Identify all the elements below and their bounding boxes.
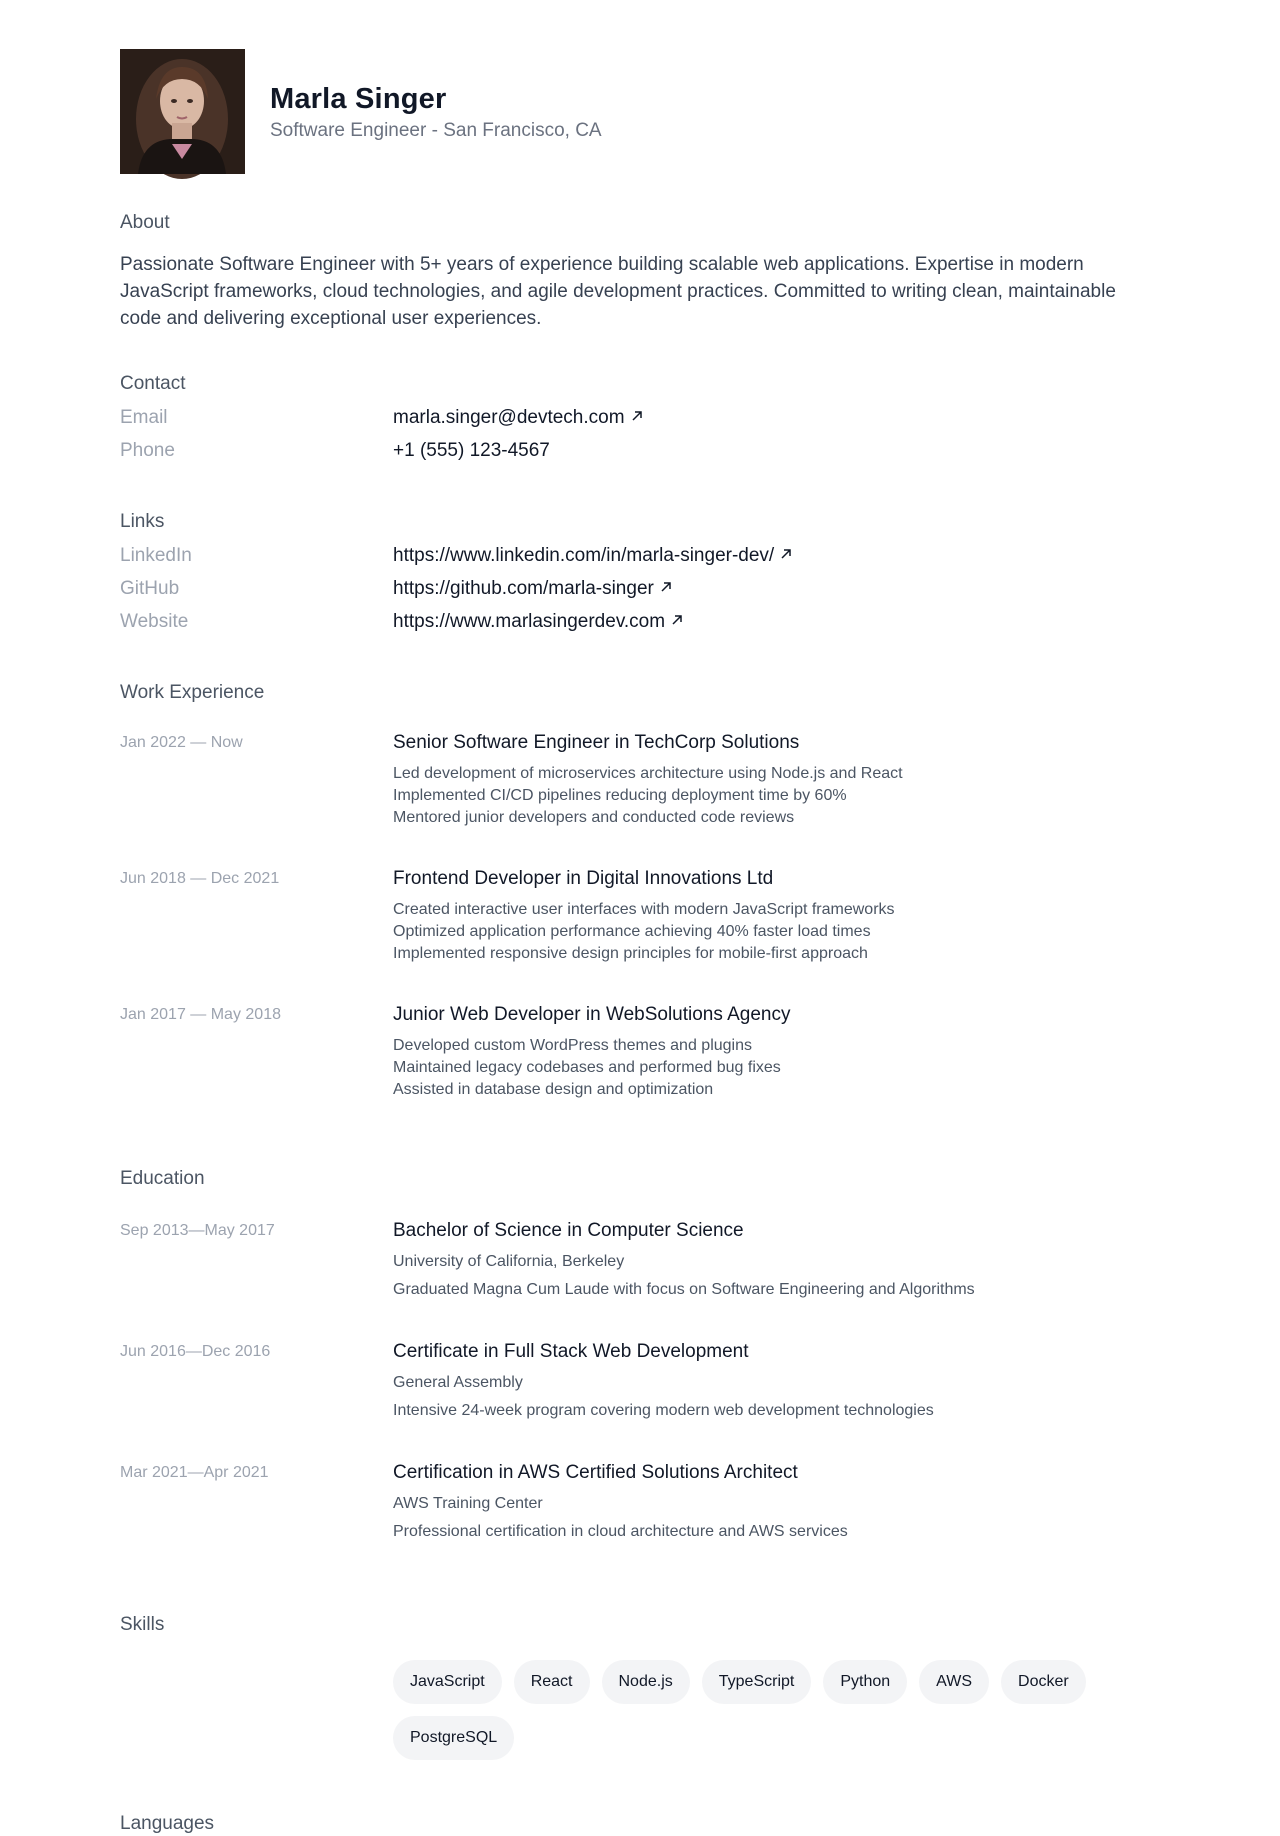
skills-list <box>393 1660 1153 1760</box>
work-experience-heading: Work Experience <box>120 682 265 703</box>
link-label: Website <box>120 610 189 632</box>
entry-date: Jan 2022 — Now <box>120 734 243 751</box>
contact-row-phone <box>120 434 1160 467</box>
entry-school: University of California, Berkeley <box>393 1253 625 1270</box>
entry-line: Implemented responsive design principles for mobile-first approach <box>393 945 868 962</box>
work-experience-section <box>120 681 1160 1139</box>
education-entry <box>120 1219 1160 1340</box>
profile-header <box>120 49 1160 174</box>
skills-heading: Skills <box>120 1614 165 1635</box>
entry-school: General Assembly <box>393 1374 523 1391</box>
email-value[interactable]: marla.singer@devtech.com <box>393 406 625 428</box>
entry-title: Junior Web Developer in WebSolutions Agency <box>393 1004 791 1025</box>
entry-description: Professional certification in cloud architecture and AWS services <box>393 1523 848 1540</box>
skills-section <box>120 1613 1160 1760</box>
entry-title: Frontend Developer in Digital Innovations Ltd <box>393 868 774 889</box>
skill-chip: PostgreSQL <box>393 1716 514 1760</box>
entry-line: Optimized application performance achieving 40% faster load times <box>393 923 871 940</box>
link-row-linkedin <box>120 539 1160 572</box>
education-entry <box>120 1461 1160 1582</box>
profile-name: Marla Singer <box>270 82 447 115</box>
entry-line: Maintained legacy codebases and performed bug fixes <box>393 1059 781 1076</box>
work-entry <box>120 867 1160 1003</box>
link-row-github <box>120 572 1160 605</box>
education-entry <box>120 1340 1160 1461</box>
skill-chip: AWS <box>919 1660 989 1704</box>
entry-date: Jan 2017 — May 2018 <box>120 1006 281 1023</box>
external-link-icon <box>631 410 643 422</box>
work-entry <box>120 731 1160 867</box>
languages-heading: Languages <box>120 1813 215 1834</box>
entry-description: Intensive 24-week program covering modern web development technologies <box>393 1402 934 1419</box>
entry-line: Implemented CI/CD pipelines reducing deployment time by 60% <box>393 787 847 804</box>
avatar-portrait-image <box>120 49 245 174</box>
entry-line: Developed custom WordPress themes and plugins <box>393 1037 752 1054</box>
education-section <box>120 1167 1160 1582</box>
about-text: Passionate Software Engineer with 5+ years of experience building scalable web applications. Expertise in modern JavaScript frameworks, cloud technologies, and agile development practices. Committed to writing clean, maintainable code and delivering exceptional user experiences. <box>120 254 1116 329</box>
skill-chip: Docker <box>1001 1660 1086 1704</box>
contact-label: Phone <box>120 439 175 461</box>
contact-row-email <box>120 401 1160 434</box>
entry-line: Mentored junior developers and conducted code reviews <box>393 809 795 826</box>
entry-line: Created interactive user interfaces with modern JavaScript frameworks <box>393 901 895 918</box>
entry-date: Jun 2016—Dec 2016 <box>120 1343 271 1360</box>
contact-label: Email <box>120 406 168 428</box>
skill-chip: React <box>514 1660 590 1704</box>
languages-section <box>120 1812 1160 1836</box>
entry-description: Graduated Magna Cum Laude with focus on Software Engineering and Algorithms <box>393 1281 975 1298</box>
entry-line: Assisted in database design and optimization <box>393 1081 714 1098</box>
external-link-icon <box>780 548 792 560</box>
profile-subtitle: Software Engineer - San Francisco, CA <box>270 119 602 141</box>
entry-school: AWS Training Center <box>393 1495 543 1512</box>
skill-chip: JavaScript <box>393 1660 502 1704</box>
links-heading: Links <box>120 511 165 532</box>
email-link[interactable] <box>393 407 643 429</box>
links-section <box>120 510 1160 638</box>
avatar <box>120 49 245 174</box>
link-label: GitHub <box>120 577 180 599</box>
link-label: LinkedIn <box>120 544 192 566</box>
skill-chip: Node.js <box>602 1660 690 1704</box>
skill-chip: TypeScript <box>702 1660 812 1704</box>
entry-title: Senior Software Engineer in TechCorp Solutions <box>393 732 800 753</box>
skill-chip: Python <box>823 1660 907 1704</box>
entry-date: Mar 2021—Apr 2021 <box>120 1464 269 1481</box>
contact-section <box>120 372 1160 467</box>
entry-title: Certificate in Full Stack Web Development <box>393 1341 749 1362</box>
education-heading: Education <box>120 1168 205 1189</box>
entry-title: Certification in AWS Certified Solutions Architect <box>393 1462 798 1483</box>
website-link[interactable] <box>393 611 683 633</box>
about-heading: About <box>120 212 170 233</box>
entry-title: Bachelor of Science in Computer Science <box>393 1220 744 1241</box>
external-link-icon <box>660 581 672 593</box>
entry-line: Led development of microservices architecture using Node.js and React <box>393 765 903 782</box>
work-entry <box>120 1003 1160 1139</box>
phone-value: +1 (555) 123-4567 <box>393 439 550 461</box>
link-url[interactable]: https://github.com/marla-singer <box>393 577 654 599</box>
linkedin-link[interactable] <box>393 545 792 567</box>
link-url[interactable]: https://www.marlasingerdev.com <box>393 610 666 632</box>
external-link-icon <box>671 614 683 626</box>
contact-heading: Contact <box>120 373 186 394</box>
link-url[interactable]: https://www.linkedin.com/in/marla-singer-dev/ <box>393 544 775 566</box>
entry-date: Jun 2018 — Dec 2021 <box>120 870 280 887</box>
entry-date: Sep 2013—May 2017 <box>120 1222 275 1239</box>
link-row-website <box>120 605 1160 638</box>
github-link[interactable] <box>393 578 672 600</box>
